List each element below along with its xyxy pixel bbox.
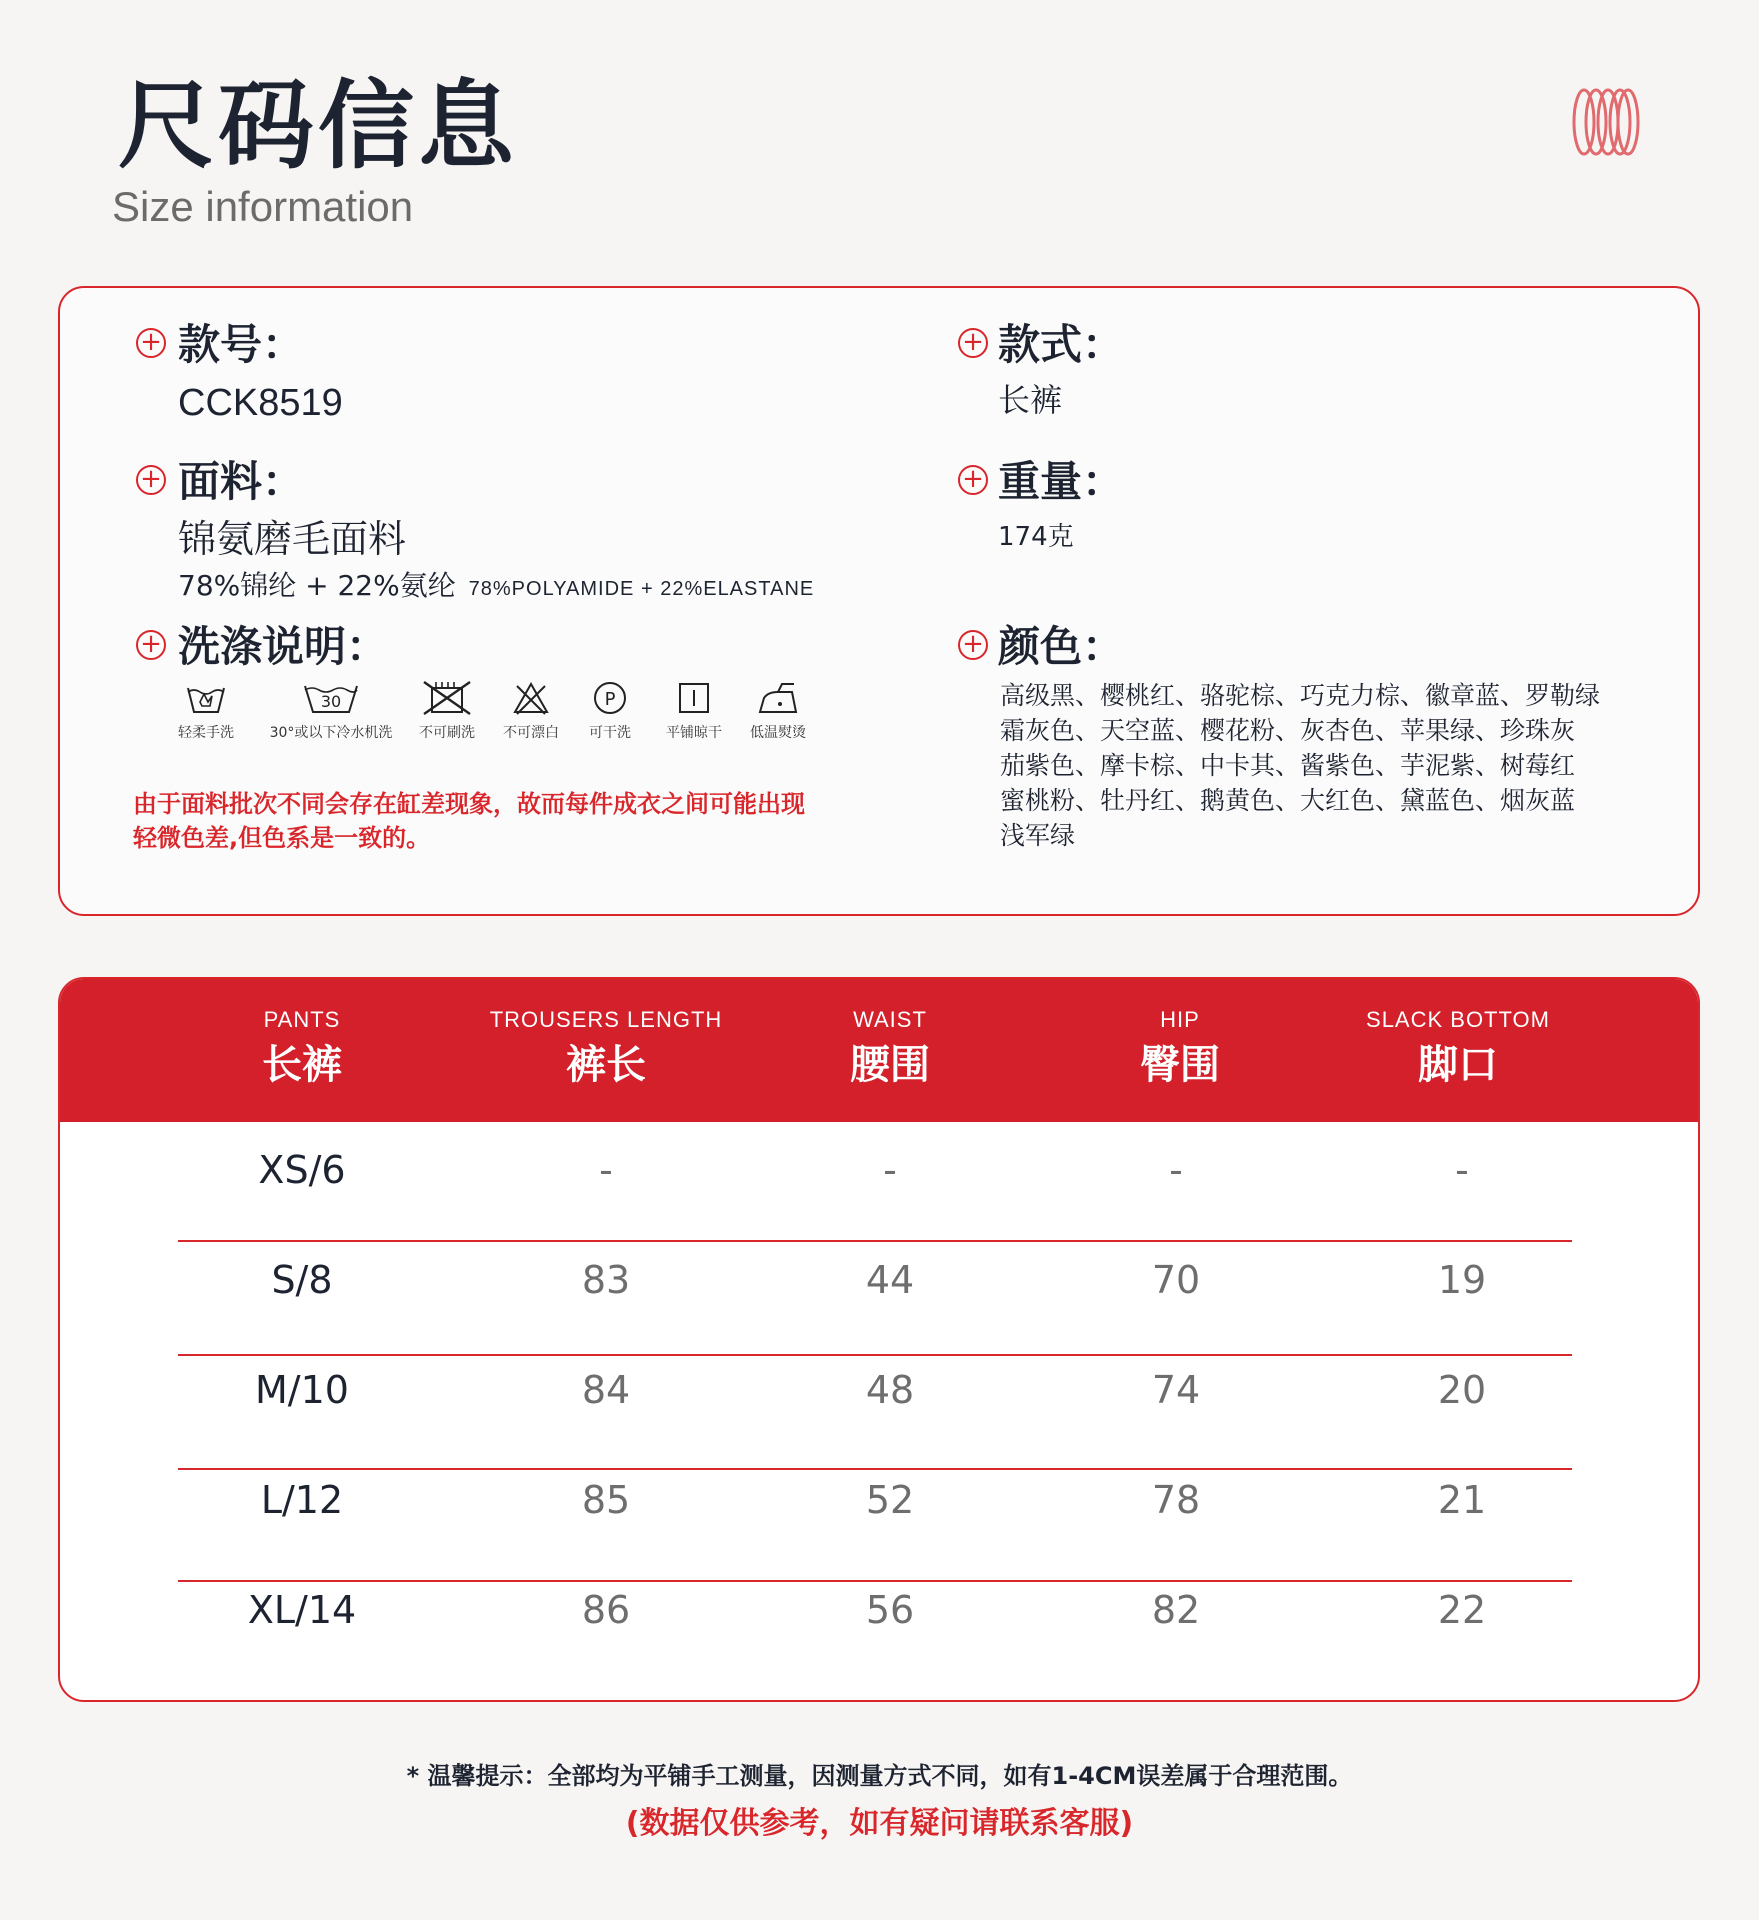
table-row	[60, 1368, 1698, 1481]
col-header-cn: 臀围	[1140, 1042, 1220, 1088]
fabric-composition-cn: 78%锦纶 + 22%氨纶	[178, 569, 456, 602]
care-item-label: 30°或以下冷水机洗	[269, 725, 393, 741]
page-subtitle: Size information	[112, 183, 414, 230]
cell-size: XL/14	[247, 1588, 357, 1632]
cell-bottom: 22	[1437, 1588, 1487, 1632]
cell-hip: 74	[1151, 1368, 1201, 1412]
cell-size: XS/6	[258, 1148, 346, 1192]
col-header-cn: 裤长	[566, 1042, 646, 1088]
plus-circle-icon: +	[136, 465, 166, 495]
cell-size: M/10	[255, 1368, 349, 1412]
color-line: 高级黑、樱桃红、骆驼棕、巧克力棕、徽章蓝、罗勒绿	[1000, 681, 1601, 710]
color-line: 蜜桃粉、牡丹红、鹅黄色、大红色、黛蓝色、烟灰蓝	[1000, 786, 1576, 815]
row-divider	[178, 1354, 1572, 1356]
col-header-cn: 脚口	[1418, 1042, 1498, 1088]
color-difference-notice	[133, 787, 933, 855]
style-no-value: CCK8519	[178, 382, 343, 424]
reference-note: (数据仅供参考，如有疑问请联系客服)	[625, 1806, 1134, 1841]
measurement-tip: * 温馨提示：全部均为平铺手工测量，因测量方式不同，如有1-4CM误差属于合理范围。	[406, 1762, 1353, 1790]
hand-wash-icon	[184, 680, 228, 716]
cell-hip: 78	[1151, 1478, 1201, 1522]
cell-bottom: 20	[1437, 1368, 1487, 1412]
dry-clean-icon	[591, 680, 629, 716]
cell-bottom: 21	[1437, 1478, 1487, 1522]
table-row	[60, 1148, 1698, 1261]
cell-waist: 52	[865, 1478, 915, 1522]
cell-hip: -	[1169, 1148, 1183, 1192]
cell-waist: 44	[865, 1258, 915, 1302]
care-flat-dry	[654, 680, 734, 742]
cell-waist: 48	[865, 1368, 915, 1412]
care-machine-wash	[256, 680, 406, 742]
style-label: 款式：	[998, 320, 1125, 369]
care-hand-wash	[172, 680, 240, 742]
fabric-composition	[178, 569, 815, 602]
cell-waist: -	[883, 1148, 897, 1192]
col-header-pants	[152, 1007, 452, 1088]
plus-circle-icon: +	[136, 328, 166, 358]
color-line: 茄紫色、摩卡棕、中卡其、酱紫色、芋泥紫、树莓红	[1000, 751, 1576, 780]
cell-length: -	[599, 1148, 613, 1192]
row-divider	[178, 1240, 1572, 1242]
cell-length: 84	[581, 1368, 631, 1412]
col-header-waist	[740, 1007, 1040, 1088]
style-no-label: 款号：	[178, 320, 305, 369]
color-list	[1000, 678, 1680, 853]
col-header-en: TROUSERS LENGTH	[489, 1007, 723, 1032]
fabric-composition-en: 78%POLYAMIDE + 22%ELASTANE	[468, 578, 815, 600]
fabric-value: 锦氨磨毛面料	[178, 517, 407, 561]
care-item-label: 可干洗	[589, 725, 631, 741]
row-divider	[178, 1580, 1572, 1582]
col-header-cn: 长裤	[262, 1042, 342, 1088]
col-header-cn: 腰围	[850, 1042, 930, 1088]
table-row	[60, 1588, 1698, 1701]
style-value: 长裤	[998, 381, 1063, 419]
care-item-label: 低温熨烫	[750, 725, 806, 741]
col-header-bottom	[1308, 1007, 1608, 1088]
size-table	[58, 977, 1700, 1702]
color-label: 颜色：	[998, 622, 1125, 671]
plus-circle-icon: +	[958, 630, 988, 660]
cell-hip: 70	[1151, 1258, 1201, 1302]
rings-logo-icon	[1570, 86, 1642, 158]
low-iron-icon	[756, 680, 800, 716]
plus-circle-icon: +	[136, 630, 166, 660]
cell-bottom: 19	[1437, 1258, 1487, 1302]
plus-circle-icon: +	[958, 328, 988, 358]
table-header	[60, 979, 1698, 1122]
cell-length: 86	[581, 1588, 631, 1632]
care-item-label: 不可漂白	[503, 725, 559, 741]
care-low-iron	[740, 680, 816, 742]
machine-wash-30-icon	[301, 680, 361, 716]
no-brush-icon	[420, 680, 474, 716]
no-bleach-icon	[511, 680, 551, 716]
color-line: 霜灰色、天空蓝、樱花粉、灰杏色、苹果绿、珍珠灰	[1000, 716, 1576, 745]
care-no-brush	[412, 680, 482, 742]
care-dry-clean	[578, 680, 642, 742]
notice-line: 由于面料批次不同会存在缸差现象，故而每件成衣之间可能出现	[133, 790, 805, 818]
notice-line: 轻微色差,但色系是一致的。	[133, 824, 431, 852]
cell-hip: 82	[1151, 1588, 1201, 1632]
weight-label: 重量：	[998, 457, 1125, 506]
dry-clean-letter: P	[604, 689, 616, 710]
care-item-label: 不可刷洗	[419, 725, 475, 741]
col-header-en: WAIST	[853, 1007, 927, 1032]
row-divider	[178, 1468, 1572, 1470]
wash-temp-text: 30	[320, 692, 342, 711]
flat-dry-icon	[675, 680, 713, 716]
cell-length: 85	[581, 1478, 631, 1522]
color-line: 浅军绿	[1000, 821, 1076, 850]
cell-bottom: -	[1455, 1148, 1469, 1192]
page-title: 尺码信息	[118, 70, 518, 182]
care-item-label: 平铺晾干	[666, 725, 722, 741]
care-label: 洗涤说明：	[178, 622, 389, 671]
plus-circle-icon: +	[958, 465, 988, 495]
cell-size: L/12	[260, 1478, 344, 1522]
col-header-hip	[1030, 1007, 1330, 1088]
col-header-en: HIP	[1160, 1007, 1200, 1032]
cell-length: 83	[581, 1258, 631, 1302]
col-header-length	[456, 1007, 756, 1088]
col-header-en: PANTS	[263, 1007, 341, 1032]
fabric-label: 面料：	[178, 457, 305, 506]
care-no-bleach	[496, 680, 566, 742]
col-header-en: SLACK BOTTOM	[1366, 1007, 1550, 1032]
cell-size: S/8	[271, 1258, 333, 1302]
cell-waist: 56	[865, 1588, 915, 1632]
weight-value: 174克	[998, 522, 1074, 552]
table-row	[60, 1478, 1698, 1591]
care-item-label: 轻柔手洗	[178, 725, 234, 741]
